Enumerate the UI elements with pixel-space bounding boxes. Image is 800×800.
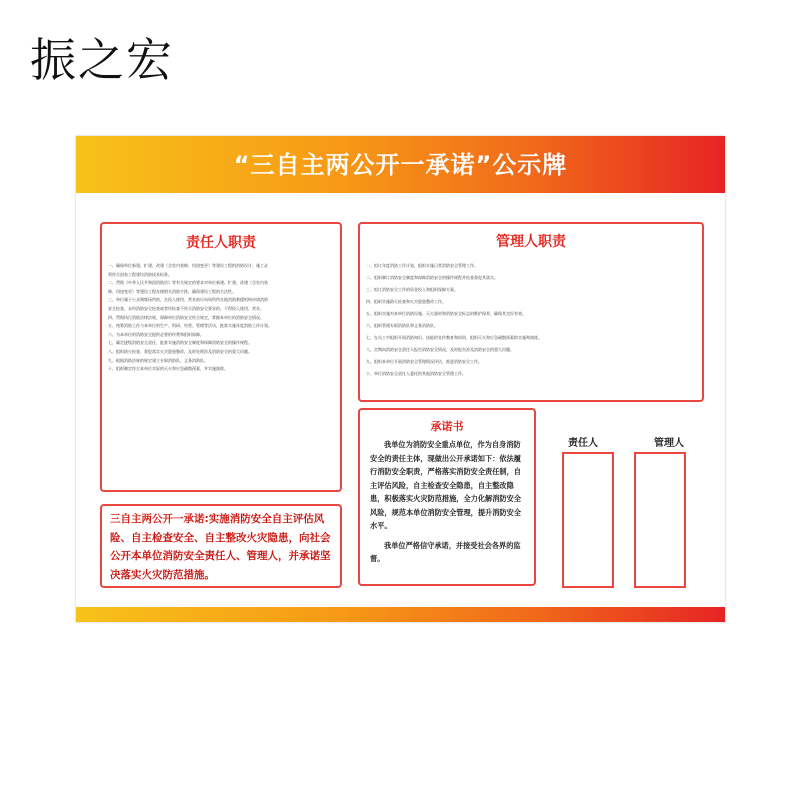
duty-line: 六、为本单位的消防安全提供必要的经费和组织保障。 — [108, 331, 204, 337]
manager-duties-title: 管理人职责 — [496, 234, 566, 250]
duty-line: 九、根据消防法规的规定建立专职消防队、义务消防队。 — [108, 357, 208, 363]
brand-logo-text: 振之宏 — [30, 33, 174, 87]
duty-line: 修、用途变更）等建设工程办理相关消防手续，确保建设工程的合法性。 — [108, 288, 236, 294]
pledge-panel — [358, 408, 536, 586]
duty-line: 二、组织制订消防安全制度和保障消防安全的操作规程并检查督促其落实。 — [366, 275, 498, 280]
duty-line: 九、组织本单位开展消防安全管理情况评估，推进消防安全工作。 — [366, 359, 482, 364]
duty-line: 七、确定逐级消防安全责任，批准实施消防安全制度和保障消防安全的操作规程。 — [108, 340, 252, 346]
responsible-signature-label: 责任人 — [568, 438, 598, 449]
manager-signature-label: 管理人 — [654, 438, 684, 449]
duty-line: 一、确保单位新建、扩建、改建（含室内装修、用途变更）等建设工程的消防设计、施工必 — [108, 263, 268, 268]
manager-photo-box — [634, 452, 686, 588]
duty-line: 二、贯彻《中华人民共和国消防法》等有关规定的要求对单位新建、扩建、改建（含室内装 — [108, 280, 268, 286]
duty-line: 五、组织实施对本单位消防设施、灭火器材和消防安全标志的维护保养，确保其完好有效。 — [366, 311, 526, 316]
duty-line: 七、在员工中组织开展消防知识、技能的宣传教育和培训，组织灭火和应急疏散预案的实施和演练。 — [366, 335, 542, 340]
duty-line: 安全检查，未经消防安全检查或者经检查不符合消防安全要求的，不得投入使用、营业。 — [108, 305, 264, 311]
duty-line: 四、贯彻执行消防法律法规，保障单位消防安全符合规定，掌握本单位的消防安全情况。 — [108, 314, 264, 320]
pledge-paragraph: 我单位为消防安全重点单位，作为自身消防安全的责任主体，现做出公开承诺如下：依法履行消防安全职责，严格落实消防安全责任制，自主评估风险，自主检查安全隐患，自主整改隐患，积极落实火灾防范措施，全力化解消防安全风险，规范本单位消防安全管理，提升消防安全水平。 — [370, 440, 521, 530]
duty-line: 十、组织制定符合本单位实际的灭火和应急疏散预案，并实施演练。 — [108, 366, 228, 372]
duty-line: 五、统筹消防工作与本单位的生产、科研、经营、管理等活动，批准实施年度消防工作计划。 — [108, 323, 272, 329]
commitment-body: 实施消防安全自主评估风险、自主检查安全、自主整改火灾隐患，向社会公开本单位消防安全责任人、管理人，并承诺坚决落实火灾防范措施。 — [110, 513, 331, 581]
duty-line: 三、拟订消防安全工作的资金投入和组织保障方案。 — [366, 287, 458, 292]
commitment-text — [102, 506, 340, 588]
duty-line: 一、拟订年度消防工作计划，组织实施日常消防安全管理工作。 — [366, 263, 478, 268]
duty-line: 八、定期向消防安全责任人报告消防安全情况，及时报告涉及消防安全的重大问题。 — [366, 347, 514, 352]
manager-duties-panel — [358, 222, 704, 402]
duty-line: 十、单位消防安全责任人委托的其他消防安全管理工作。 — [366, 371, 466, 376]
board-title: “三自主两公开一承诺”公示牌 — [233, 151, 568, 179]
board-header-bar — [76, 136, 725, 193]
board-footer-bar — [76, 607, 725, 622]
duty-line: 四、组织实施防火检查和火灾隐患整改工作。 — [366, 299, 446, 304]
responsible-duties-panel — [100, 222, 342, 492]
commitment-highlight: 三自主两公开一承诺: — [110, 513, 209, 525]
pledge-title: 承诺书 — [430, 420, 464, 433]
responsible-duties-list — [102, 262, 340, 374]
manager-duties-list — [360, 260, 702, 380]
duty-line: 须符合国家工程建设消防技术标准。 — [108, 271, 172, 277]
duty-line: 八、组织防火检查，督促落实火灾隐患整改，及时处理涉及消防安全的重大问题。 — [108, 348, 252, 354]
pledge-text — [360, 438, 534, 566]
responsible-photo-box — [562, 452, 614, 588]
pledge-paragraph: 我单位严格信守承诺，并接受社会各界的监督。 — [370, 540, 521, 563]
commitment-panel — [100, 504, 342, 588]
responsible-duties-title: 责任人职责 — [186, 235, 256, 251]
duty-line: 六、组织管理专职消防队和义务消防队。 — [366, 323, 438, 328]
notice-board — [76, 136, 725, 622]
duty-line: 三、单位属于公众聚集场所的，在投入使用、营业前应向场所所在地消防救援机构申请消防 — [108, 297, 268, 303]
